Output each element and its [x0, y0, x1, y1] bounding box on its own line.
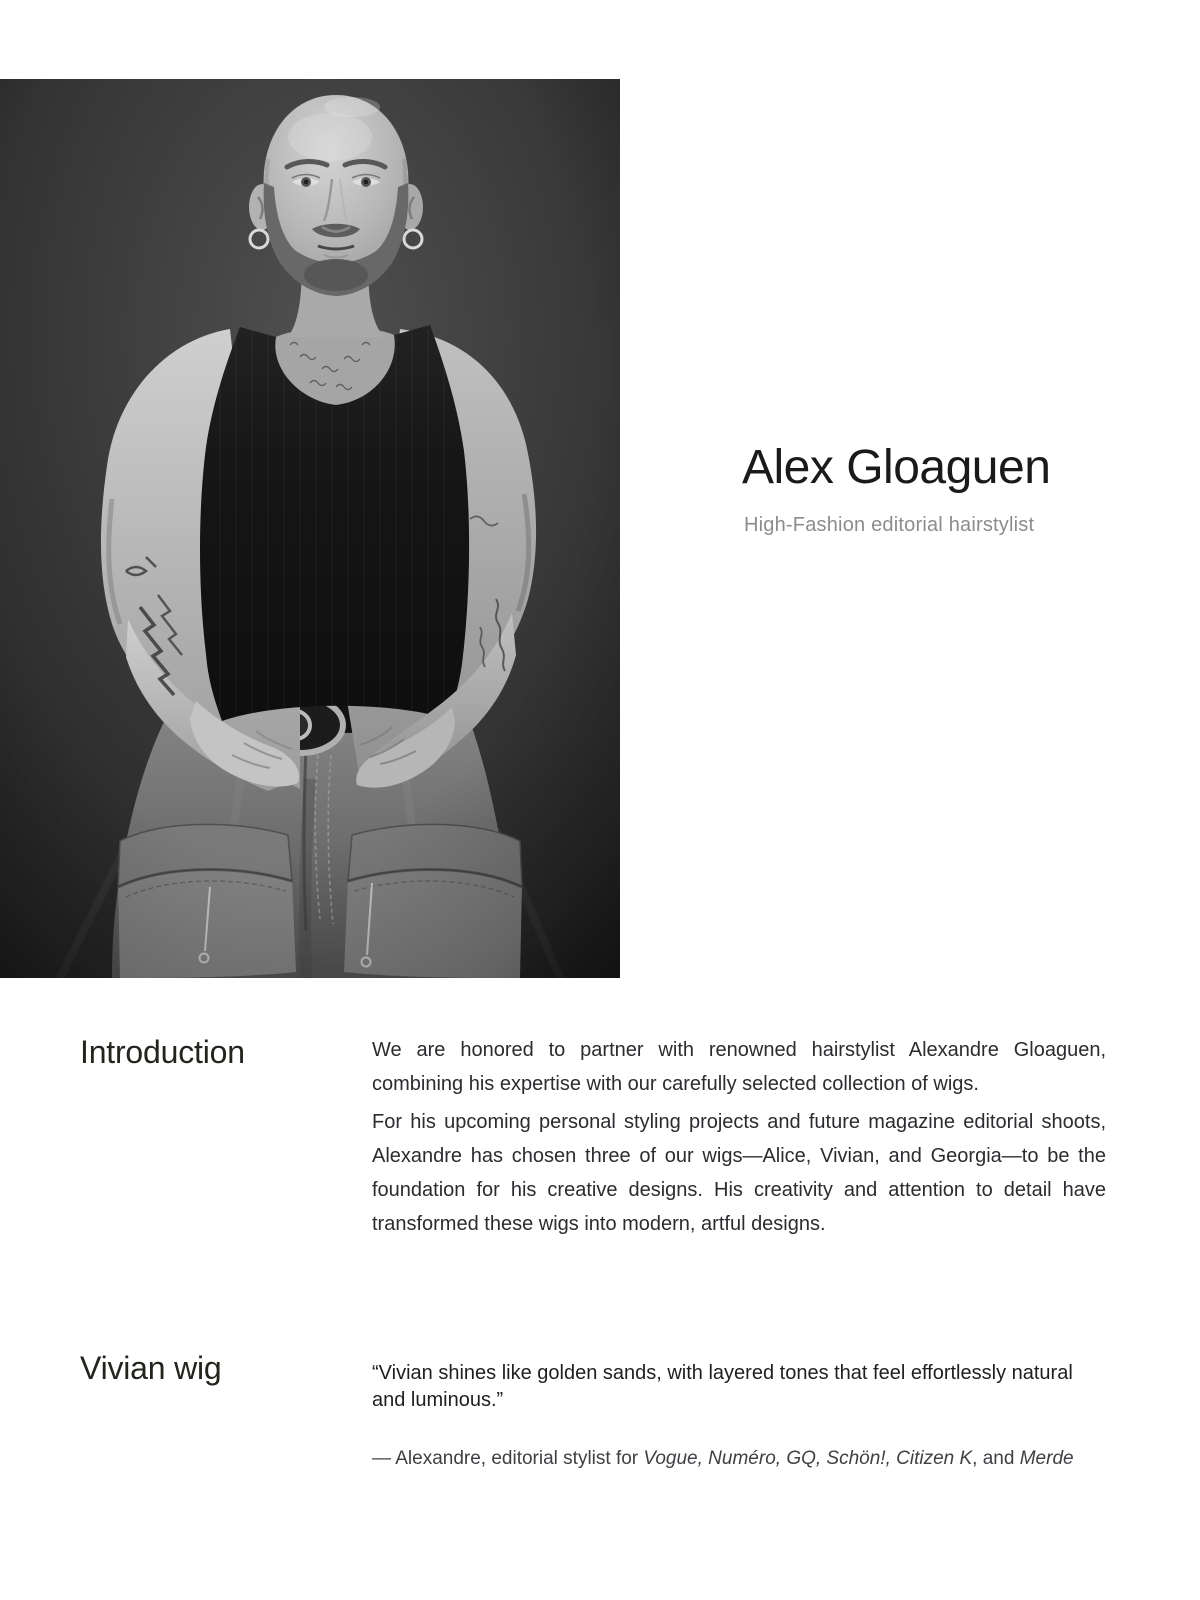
page-title: Alex Gloaguen [742, 441, 1051, 494]
photo-vignette [0, 79, 620, 978]
page-subtitle: High-Fashion editorial hairstylist [744, 513, 1035, 536]
vivian-section-heading: Vivian wig [80, 1350, 222, 1386]
intro-section-heading: Introduction [80, 1034, 245, 1070]
intro-section-body [372, 1033, 1106, 1245]
portrait-photo [0, 79, 620, 978]
attribution-connector: , and [972, 1448, 1020, 1469]
title-block [742, 442, 1050, 537]
attribution-prefix: — Alexandre, editorial stylist for [372, 1448, 644, 1469]
attribution-publications: Vogue, Numéro, GQ, Schön!, Citizen K [643, 1448, 973, 1469]
portrait-photo-illustration [0, 79, 620, 978]
quote-attribution [372, 1447, 1074, 1471]
vivian-quote: “Vivian shines like golden sands, with layered tones that feel effortlessly natural and luminous.” [372, 1362, 1073, 1411]
intro-paragraph: For his upcoming personal styling projects and future magazine editorial shoots, Alexandre has chosen three of our wigs—Alice, Vivian, and Georgia—to be the foundation for his creative designs. His creativity and attention to detail have transformed these wigs into modern, artful designs. [372, 1111, 1106, 1235]
intro-paragraph: We are honored to partner with renowned hairstylist Alexandre Gloaguen, combining his expertise with our carefully selected collection of wigs. [372, 1039, 1106, 1095]
attribution-last-publication: Merde [1019, 1448, 1074, 1469]
